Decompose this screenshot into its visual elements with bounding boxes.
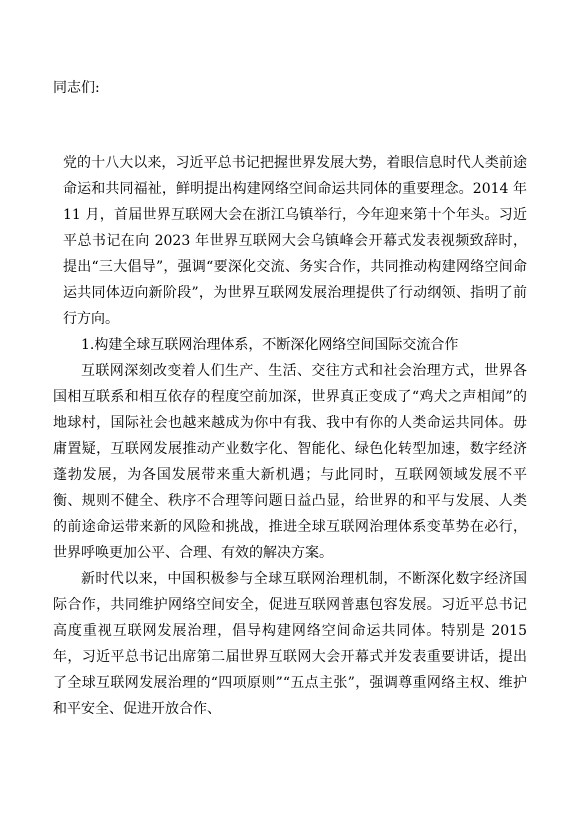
- paragraph-internet-impact: 互联网深刻改变着人们生产、生活、交往方式和社会治理方式，世界各国相互联系和相互依存的程度空前加深，世界真正变成了“鸡犬之声相闻”的地球村，国际社会也越来越成为你中有我、我中有你的人类命运共同体。毋庸置疑，互联网发展推动产业数字化、智能化、绿色化转型加速，数字经济蓬勃发展，为各国发展带来重大新机遇；与此同时，互联网领域发展不平衡、规则不健全、秩序不合理等问题日益凸显，给世界的和平与发展、人类的前途命运带来新的风险和挑战，推进全球互联网治理体系变革势在必行，世界呼唤更加公平、合理、有效的解决方案。: [53, 363, 527, 561]
- paragraph-intro: 党的十八大以来，习近平总书记把握世界发展大势，着眼信息时代人类前途命运和共同福祉，鲜明提出构建网络空间命运共同体的重要理念。2014 年 11 月，首届世界互联网大会在浙江乌镇举行，今年迎来第十个年头。习近平总书记在向 2023 年世界互联网大会乌镇峰会开幕式发表视频致辞时，提出“三大倡导”，强调“要深化交流、务实合作，共同推动构建网络空间命运共同体迈向新阶段”，为世界互联网发展治理提供了行动纲领、指明了前行方向。: [63, 155, 527, 327]
- section-heading: 1.构建全球互联网治理体系，不断深化网络空间国际交流合作: [81, 337, 459, 353]
- paragraph-china-participation: 新时代以来，中国积极参与全球互联网治理机制，不断深化数字经济国际合作，共同维护网络空间安全，促进互联网普惠包容发展。习近平总书记高度重视互联网发展治理，倡导构建网络空间命运共同体。特别是 2015 年，习近平总书记出席第二届世界互联网大会开幕式并发表重要讲话，提出了全球互联网发展治理的“四项原则”“五点主张”，强调尊重网络主权、维护和平安全、促进开放合作、: [53, 571, 527, 717]
- salutation: 同志们:: [53, 80, 100, 96]
- document-body: [53, 150, 527, 722]
